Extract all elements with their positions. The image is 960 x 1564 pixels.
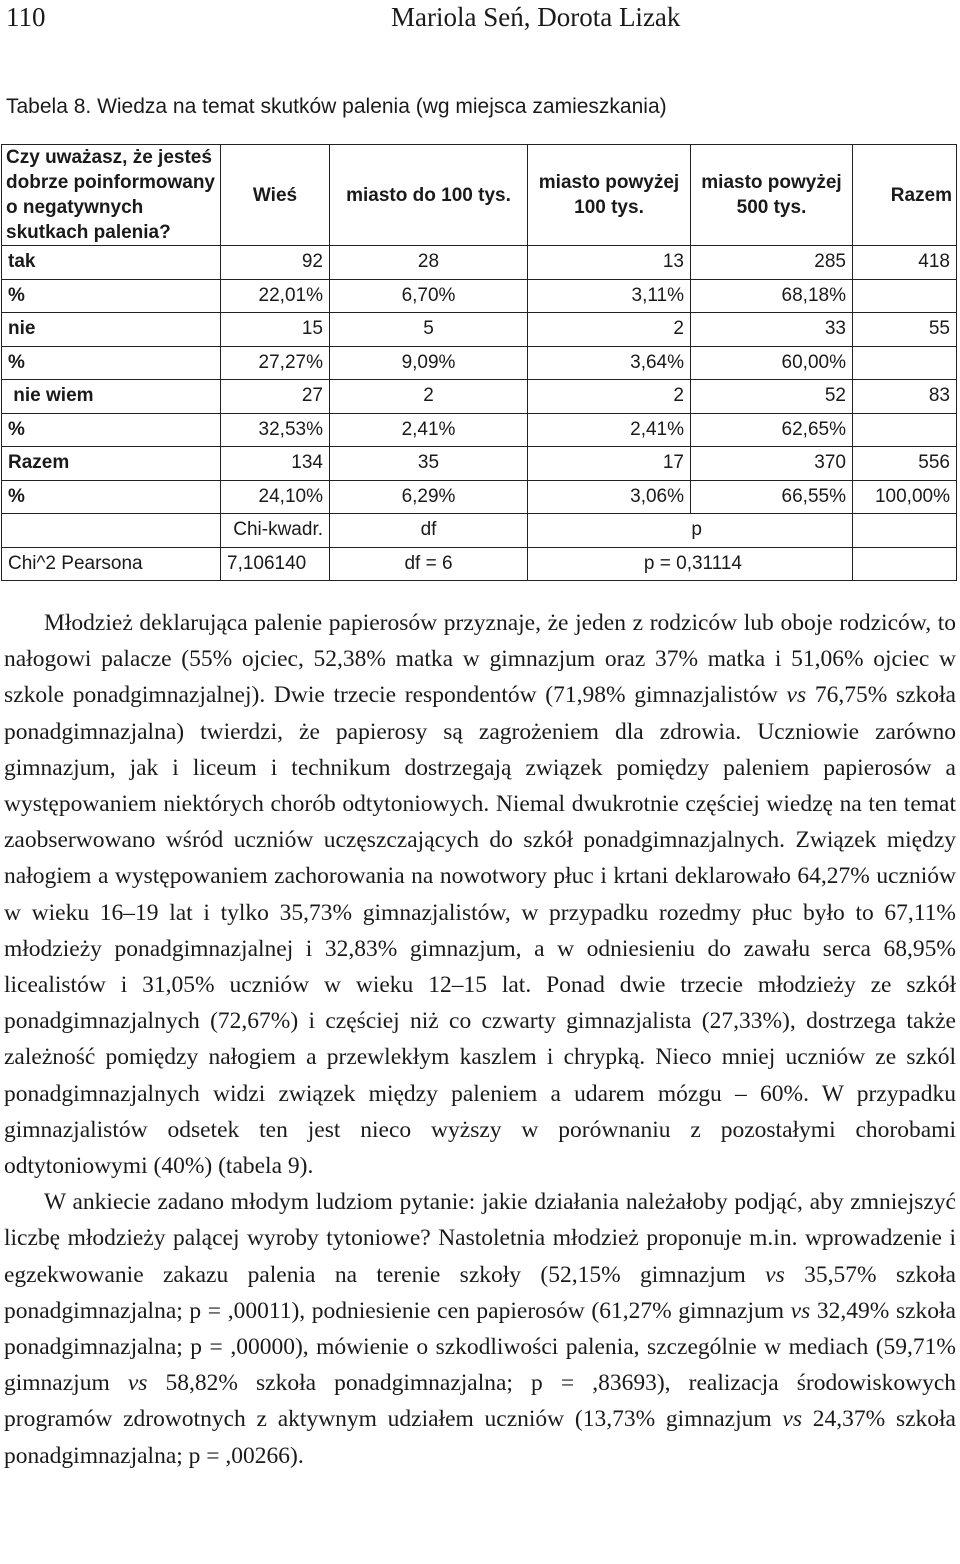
cell: 52 [691, 380, 853, 414]
page-header [0, 0, 960, 40]
italic-vs: vs [127, 1370, 148, 1397]
cell: 3,64% [528, 346, 691, 380]
cell: 9,09% [330, 346, 528, 380]
row-label: % [2, 346, 221, 380]
stat-label: Chi^2 Pearsona [2, 547, 221, 581]
row-label: % [2, 413, 221, 447]
cell: 2 [330, 380, 528, 414]
table-header-row [2, 145, 957, 246]
cell: 134 [221, 447, 330, 481]
header-town-under-100k: miasto do 100 tys. [330, 145, 528, 246]
table-caption: Tabela 8. Wiedza na temat skutków palenia (wg miejsca zamieszkania) [6, 95, 667, 118]
cell: 418 [853, 246, 957, 280]
cell [853, 514, 957, 548]
stats-row [2, 547, 957, 581]
cell: 62,65% [691, 413, 853, 447]
cell [853, 413, 957, 447]
row-label: tak [2, 246, 221, 280]
stat-p-header: p [528, 514, 853, 548]
text-run: Młodzież deklarująca palenie papierosów przyznaje, że jeden z rodziców lub oboje rodziców, to nałogowi palacze (55% ojciec, 52,38% matka w gimnazjum oraz 37% matka i 51,06% ojciec w szkole ponadgimnazjalnej). Dwie trzecie respondentów (71,98% gimnazjalistów [4, 610, 956, 709]
stat-chi-header: Chi-kwadr. [221, 514, 330, 548]
header-city-over-500k: miasto powyżej 500 tys. [691, 145, 853, 246]
cell: 28 [330, 246, 528, 280]
cell: 285 [691, 246, 853, 280]
row-label: % [2, 279, 221, 313]
cell: 68,18% [691, 279, 853, 313]
cell: 2 [528, 380, 691, 414]
italic-vs: vs [765, 1261, 785, 1288]
cell: 6,29% [330, 480, 528, 514]
italic-vs: vs [786, 682, 807, 709]
cell: 66,55% [691, 480, 853, 514]
running-head-authors: Mariola Seń, Dorota Lizak [391, 2, 681, 32]
table-row [2, 246, 957, 280]
cell: 27 [221, 380, 330, 414]
header-total: Razem [853, 145, 957, 246]
italic-vs: vs [790, 1297, 811, 1324]
cell: 13 [528, 246, 691, 280]
table-row [2, 346, 957, 380]
cell: 83 [853, 380, 957, 414]
row-label: nie wiem [2, 380, 221, 414]
cell: 15 [221, 313, 330, 347]
text-run: 24,37% szkoła ponadgimnazjalna; p = ,00266). [4, 1406, 956, 1469]
page-number: 110 [6, 2, 46, 32]
header-question: Czy uważasz, że jesteś dobrze poinformowany o negatywnych skutkach palenia? [2, 145, 221, 246]
text-run: 32,49% szkoła ponadgimnazjalna; p = ,00000), mówienie o szkodliwości palenia, szczególnie w mediach (59,71% gimnazjum [4, 1297, 956, 1397]
row-label: % [2, 480, 221, 514]
stats-header-row [2, 514, 957, 548]
table-row [2, 313, 957, 347]
cell: 32,53% [221, 413, 330, 447]
paragraph [4, 1184, 956, 1474]
cell [2, 514, 221, 548]
header-city-over-100k: miasto powyżej 100 tys. [528, 145, 691, 246]
cell [853, 547, 957, 581]
text-run: W ankiecie zadano młodym ludziom pytanie: jakie działania należałoby podjąć, aby zmniejszyć liczbę młodzieży palącej wyroby tytoniowe? Nastoletnia młodzież proponuje m.in. wprowadzenie i egzekwowanie zakazu palenia na terenie szkoły (52,15% gimnazjum [4, 1189, 956, 1288]
text-run: 35,57% szkoła ponadgimnazjalna; p = ,00011), podniesienie cen papierosów (61,27% gimnazjum [4, 1261, 956, 1324]
text-run: 76,75% szkoła ponadgimnazjalna) twierdzi, że papierosy są zagrożeniem dla zdrowia. Uczniowie zarówno gimnazjum, jak i liceum i technikum dostrzegają związek pomiędzy paleniem papierosów a występowaniem niektórych chorób odtytoniowych. Niemal dwukrotnie częściej wiedzę na ten temat zaobserwowano wśród uczniów uczęszczających do szkół ponadgimnazjalnych. Związek między nałogiem a występowaniem zachorowania na nowotwory płuc i krtani deklarowało 64,27% uczniów w wieku 16–19 lat i tylko 35,73% gimnazjalistów, w przypadku rozedmy płuc było to 67,11% młodzieży ponadgimnazjalnej i 32,83% gimnazjum, a w odniesieniu do zawału serca 68,95% licealistów i 31,05% uczniów w wieku 12–15 lat. Ponad dwie trzecie młodzieży ze szkół ponadgimnazjalnych (72,67%) i częściej niż co czwarty gimnazjalista (27,33%), dostrzega także zależność pomiędzy nałogiem a przewlekłym kaszlem i chrypką. Nieco mniej uczniów ze szkól ponadgimnazjalnych widzi związek między paleniem a udarem mózgu – 60%. W przypadku gimnazjalistów odsetek ten jest nieco wyższy w porównaniu z pozostałymi chorobami odtytoniowymi (40%) (tabela 9). [4, 682, 956, 1180]
cell [853, 346, 957, 380]
table-row [2, 480, 957, 514]
cell: 2,41% [330, 413, 528, 447]
cell: 33 [691, 313, 853, 347]
cell: 2,41% [528, 413, 691, 447]
cell: 3,11% [528, 279, 691, 313]
cell [853, 279, 957, 313]
cell: 24,10% [221, 480, 330, 514]
cell: 5 [330, 313, 528, 347]
cell: 55 [853, 313, 957, 347]
cell: 370 [691, 447, 853, 481]
paragraph [4, 605, 956, 1184]
cell: 6,70% [330, 279, 528, 313]
text-run: 58,82% szkoła ponadgimnazjalna; p = ,83693), realizacja środowiskowych programów zdrowotnych z aktywnym udziałem uczniów (13,73% gimnazjum [4, 1370, 957, 1433]
data-table [1, 144, 957, 581]
stat-p-value: p = 0,31114 [528, 547, 853, 581]
table-row [2, 380, 957, 414]
header-village: Wieś [221, 145, 330, 246]
italic-vs: vs [782, 1406, 802, 1433]
cell: 17 [528, 447, 691, 481]
body-text [4, 605, 956, 1474]
cell: 2 [528, 313, 691, 347]
row-label: Razem [2, 447, 221, 481]
stat-chi-value: 7,106140 [221, 547, 330, 581]
cell: 556 [853, 447, 957, 481]
cell: 27,27% [221, 346, 330, 380]
cell: 92 [221, 246, 330, 280]
cell: 60,00% [691, 346, 853, 380]
row-label: nie [2, 313, 221, 347]
cell: 3,06% [528, 480, 691, 514]
stat-df-value: df = 6 [330, 547, 528, 581]
table-row [2, 413, 957, 447]
stat-df-header: df [330, 514, 528, 548]
cell: 22,01% [221, 279, 330, 313]
cell: 100,00% [853, 480, 957, 514]
table-row [2, 279, 957, 313]
cell: 35 [330, 447, 528, 481]
table-row [2, 447, 957, 481]
